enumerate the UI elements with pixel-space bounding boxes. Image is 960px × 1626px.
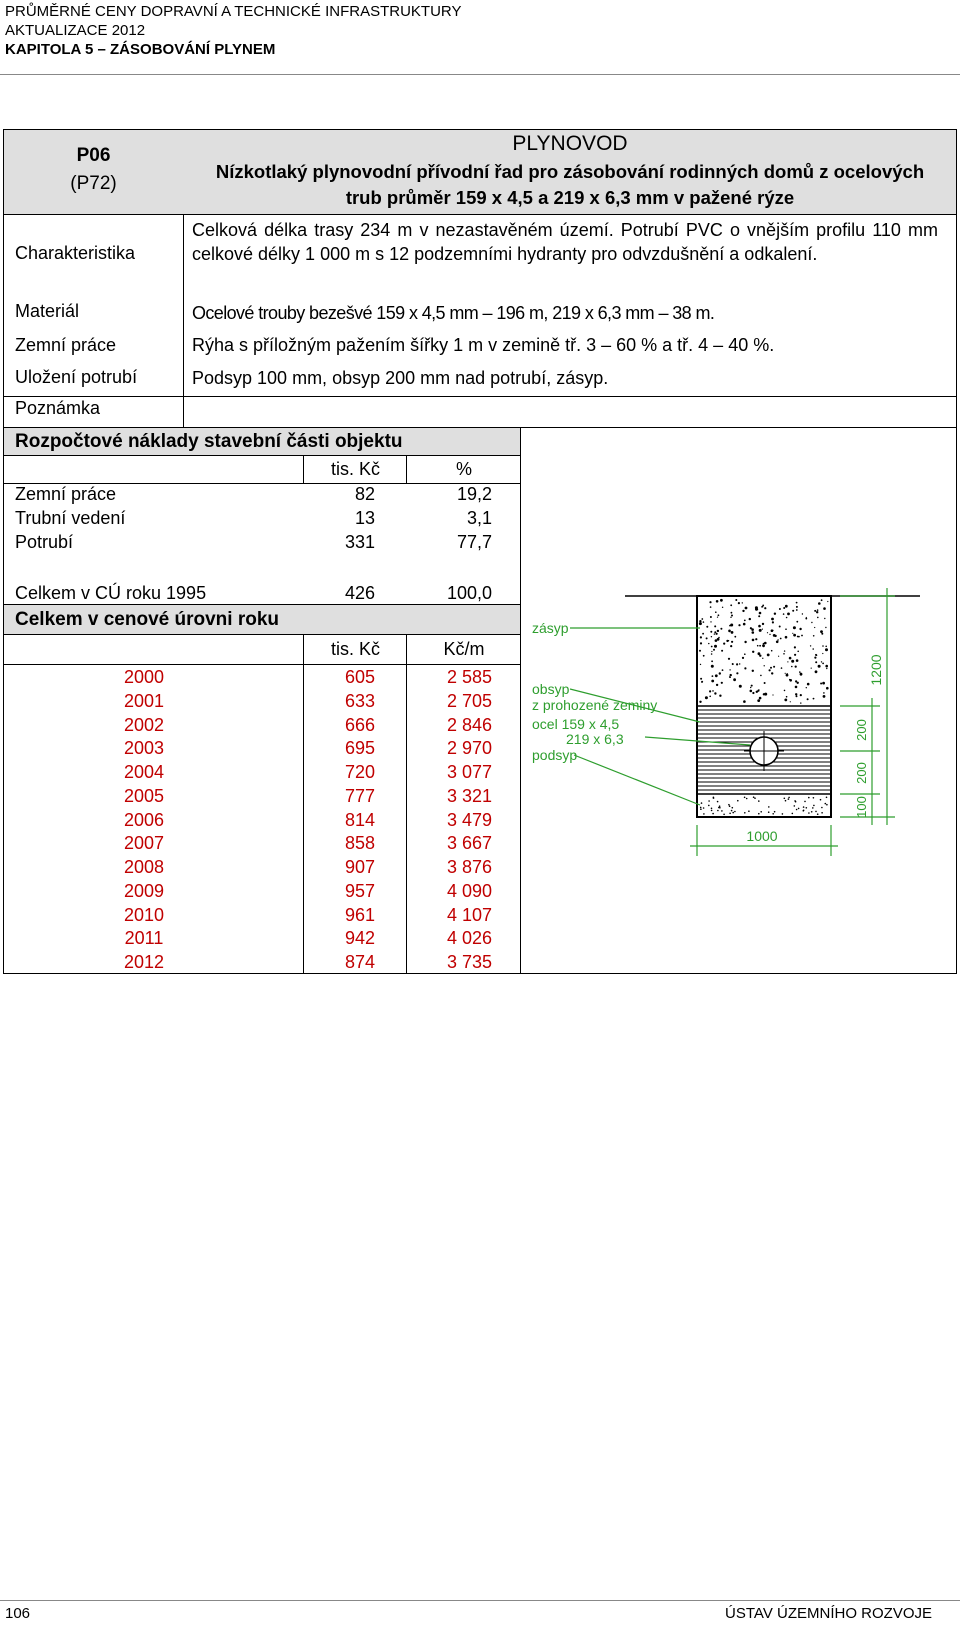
- price-row-tis: 874: [344, 952, 375, 972]
- code-cell: [3, 129, 184, 215]
- poznamka-top-rule: [3, 396, 957, 397]
- price-row-year: 2003: [123, 738, 165, 759]
- budget-total-tis: 426: [344, 583, 375, 603]
- price-row-kcm: 2 970: [446, 738, 492, 759]
- price-row-year: 2001: [123, 690, 165, 711]
- budget-col-pct: %: [455, 459, 472, 479]
- price-row-tis: 720: [344, 762, 375, 782]
- budget-total-pct: 100,0: [446, 583, 492, 603]
- label-zasyp: zásyp: [532, 620, 569, 636]
- text-ulozeni: Podsyp 100 mm, obsyp 200 mm nad potrubí, zásyp.: [192, 368, 609, 388]
- zasyp-fill: [699, 599, 829, 704]
- header-line-2: AKTUALIZACE 2012: [5, 22, 146, 39]
- price-row-year: 2005: [123, 785, 165, 806]
- card-title: PLYNOVOD: [512, 132, 628, 155]
- price-row-tis: 605: [344, 667, 375, 687]
- price-row-year: 2002: [123, 714, 165, 735]
- label-ocel-1: ocel 159 x 4,5: [532, 716, 620, 732]
- price-row-year: 2000: [123, 667, 165, 687]
- price-row-year: 2009: [123, 880, 165, 901]
- label-obsyp-2: z prohozené zeminy: [532, 697, 658, 713]
- price-row-kcm: 4 090: [446, 880, 492, 901]
- budget-row-tis: 82: [354, 484, 375, 504]
- card-subtitle-line2: trub průměr 159 x 4,5 a 219 x 6,3 mm v pažené rýze: [345, 187, 795, 208]
- header-line-3: KAPITOLA 5 – ZÁSOBOVÁNÍ PLYNEM: [5, 41, 276, 58]
- dim-pipe-value: 200: [854, 762, 869, 784]
- price-row-year: 2008: [123, 857, 165, 877]
- dim-width-value: 1000: [746, 828, 778, 844]
- header-line-1: PRŮMĚRNÉ CENY DOPRAVNÍ A TECHNICKÉ INFRASTRUKTURY: [5, 3, 462, 20]
- price-row-year: 2011: [124, 928, 164, 949]
- card-subtitle-line1: Nízkotlaký plynovodní přívodní řad pro zásobování rodinných domů z ocelových: [215, 161, 925, 182]
- budget-total-label: Celkem v CÚ roku 1995: [15, 583, 207, 603]
- budget-title: Rozpočtové náklady stavební části objektu: [15, 431, 403, 452]
- label-obsyp: obsyp: [532, 681, 570, 697]
- budget-row-pct: 77,7: [456, 532, 492, 552]
- price-row-tis: 942: [344, 928, 375, 949]
- footer-rule: [0, 1600, 960, 1601]
- budget-col-tis: tis. Kč: [330, 459, 380, 479]
- price-row-kcm: 3 667: [446, 833, 492, 854]
- label-charakteristika: Charakteristika: [15, 243, 136, 263]
- price-row-tis: 814: [344, 809, 375, 830]
- object-code-alt: (P72): [70, 173, 117, 194]
- price-row-kcm: 3 321: [446, 785, 492, 806]
- budget-row-tis: 13: [354, 508, 375, 528]
- price-row-kcm: 3 479: [446, 809, 492, 830]
- price-row-year: 2012: [123, 952, 165, 972]
- price-row-tis: 633: [344, 690, 375, 711]
- footer-institution: ÚSTAV ÚZEMNÍHO ROZVOJE: [725, 1605, 932, 1622]
- budget-row-label: Trubní vedení: [15, 508, 126, 528]
- dim-podsyp-value: 100: [854, 796, 869, 818]
- price-row-kcm: 2 585: [446, 667, 492, 687]
- budget-row-pct: 3,1: [466, 508, 492, 528]
- budget-row-tis: 331: [344, 532, 375, 552]
- price-col-tis: tis. Kč: [330, 639, 380, 659]
- price-row-year: 2004: [123, 762, 165, 782]
- object-code: P06: [76, 145, 111, 166]
- price-row-kcm: 3 876: [446, 857, 492, 877]
- header-rule: [0, 74, 960, 75]
- price-row-kcm: 4 107: [446, 904, 492, 925]
- price-row-kcm: 2 705: [446, 690, 492, 711]
- price-row-kcm: 3 735: [446, 952, 492, 972]
- price-row-tis: 777: [344, 785, 375, 806]
- cross-section-drawing: [532, 550, 930, 860]
- price-row-tis: 961: [344, 904, 375, 925]
- price-row-kcm: 2 846: [446, 714, 492, 735]
- label-podsyp: podsyp: [532, 747, 578, 763]
- page-number: 106: [5, 1605, 31, 1622]
- dim-total-value: 1200: [868, 654, 884, 686]
- budget-row-label: Zemní práce: [15, 484, 117, 504]
- price-row-tis: 666: [344, 714, 375, 735]
- price-row-year: 2010: [123, 904, 165, 925]
- podsyp-fill: [700, 796, 828, 815]
- price-row-year: 2006: [123, 809, 165, 830]
- price-row-kcm: 3 077: [446, 762, 492, 782]
- price-row-tis: 957: [344, 880, 375, 901]
- text-material: Ocelové trouby bezešvé 159 x 4,5 mm – 196 m, 219 x 6,3 mm – 38 m.: [192, 303, 715, 323]
- price-row-tis: 907: [344, 857, 375, 877]
- price-row-tis: 695: [344, 738, 375, 759]
- label-ocel-2: 219 x 6,3: [566, 731, 624, 747]
- label-poznamka: Poznámka: [15, 398, 101, 418]
- price-row-year: 2007: [123, 833, 165, 854]
- text-zemni-prace: Rýha s příložným pažením šířky 1 m v zemině tř. 3 – 60 % a tř. 4 – 40 %.: [192, 335, 775, 355]
- label-material: Materiál: [15, 301, 80, 321]
- price-row-tis: 858: [344, 833, 375, 854]
- label-zemni-prace: Zemní práce: [15, 335, 117, 355]
- page-header: [5, 2, 461, 59]
- price-col-kcm: Kč/m: [443, 639, 485, 659]
- label-ulozeni: Uložení potrubí: [15, 367, 138, 387]
- budget-row-pct: 19,2: [456, 484, 492, 504]
- dim-obsyp-value: 200: [854, 719, 869, 741]
- text-charakteristika: Celková délka trasy 234 m v nezastavěném území. Potrubí PVC o vnějším profilu 110 mm celkové délky 1 000 m s 12 podzemními hydranty pro odvzdušnění a odkalení.: [192, 220, 938, 264]
- drawing-title: PŘÍČNÝ ŘEZ: [547, 560, 638, 577]
- leader-podsyp: [574, 755, 700, 805]
- budget-row-label: Potrubí: [15, 532, 74, 552]
- price-title: Celkem v cenové úrovni roku: [15, 609, 279, 630]
- price-row-kcm: 4 026: [446, 928, 492, 949]
